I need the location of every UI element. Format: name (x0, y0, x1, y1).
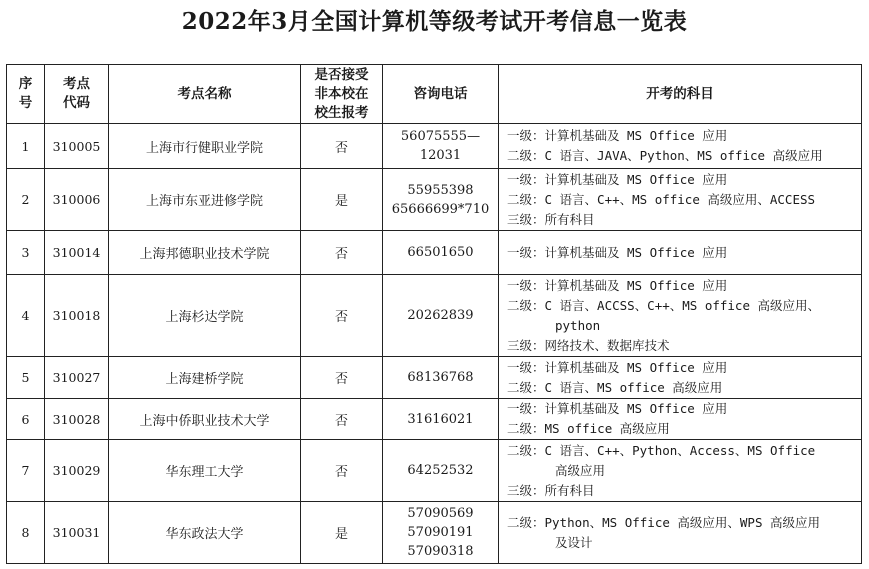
phone-number: 66501650 (407, 245, 474, 260)
table-row (7, 169, 862, 231)
row-index: 1 (7, 124, 45, 169)
row-code: 310028 (45, 399, 109, 440)
phone-number: 57090569 (407, 506, 474, 521)
row-accept: 否 (301, 399, 383, 440)
row-phone (383, 275, 499, 357)
row-index: 4 (7, 275, 45, 357)
phone-number: 57090191 (407, 525, 474, 540)
subject-line: 三级：所有科目 (507, 211, 595, 227)
row-code: 310006 (45, 169, 109, 231)
row-name: 上海建桥学院 (109, 357, 301, 399)
row-code: 310014 (45, 231, 109, 275)
row-subjects (499, 502, 862, 564)
row-phone (383, 231, 499, 275)
subject-line: 二级：C 语言、C++、Python、Access、MS Office (507, 442, 816, 458)
row-code: 310027 (45, 357, 109, 399)
header-accept-label: 是否接受非本校在校生报考 (314, 66, 369, 121)
row-subjects (499, 440, 862, 502)
row-subjects (499, 357, 862, 399)
subject-line: 一级：计算机基础及 MS Office 应用 (507, 244, 728, 260)
row-accept: 否 (301, 440, 383, 502)
row-code: 310031 (45, 502, 109, 564)
header-accept (301, 65, 383, 124)
subject-line: 二级：C 语言、JAVA、Python、MS office 高级应用 (507, 148, 823, 163)
row-phone (383, 124, 499, 169)
row-subjects (499, 124, 862, 169)
row-phone (383, 357, 499, 399)
phone-number: 31616021 (407, 411, 474, 427)
header-subjects (499, 65, 862, 124)
subject-line: 高级应用 (555, 462, 606, 478)
phone-number: 20262839 (407, 308, 474, 323)
row-accept: 否 (301, 231, 383, 275)
header-code (45, 65, 109, 124)
row-accept: 否 (301, 124, 383, 169)
subject-line: 一级：计算机基础及 MS Office 应用 (507, 401, 728, 416)
row-phone (383, 502, 499, 564)
row-name: 华东理工大学 (109, 440, 301, 502)
row-index: 3 (7, 231, 45, 275)
table-row (7, 440, 862, 502)
header-name-label: 考点名称 (177, 85, 232, 102)
subject-line: python (555, 317, 601, 333)
row-phone (383, 440, 499, 502)
subject-line: 三级：网络技术、数据库技术 (507, 337, 670, 353)
table-row (7, 399, 862, 440)
header-name (109, 65, 301, 124)
table-row (7, 124, 862, 169)
row-phone (383, 169, 499, 231)
subject-line: 一级：计算机基础及 MS Office 应用 (507, 171, 728, 187)
table-row (7, 231, 862, 275)
row-subjects (499, 399, 862, 440)
row-index: 7 (7, 440, 45, 502)
row-accept: 是 (301, 502, 383, 564)
header-index (7, 65, 45, 124)
row-index: 2 (7, 169, 45, 231)
table-row (7, 357, 862, 399)
subject-line: 二级：C 语言、ACCSS、C++、MS office 高级应用、 (507, 297, 821, 313)
header-subjects-label: 开考的科目 (646, 85, 714, 102)
phone-number: 68136768 (407, 370, 474, 385)
phone-number: 57090318 (407, 544, 474, 559)
row-code: 310005 (45, 124, 109, 169)
row-code: 310029 (45, 440, 109, 502)
exam-info-table (6, 64, 862, 564)
subject-line: 三级：所有科目 (507, 482, 595, 498)
row-name: 上海中侨职业技术大学 (109, 399, 301, 440)
header-phone (383, 65, 499, 124)
subject-line: 及设计 (555, 534, 593, 550)
phone-number: 55955398 (407, 182, 474, 198)
row-accept: 是 (301, 169, 383, 231)
row-index: 5 (7, 357, 45, 399)
row-accept: 否 (301, 357, 383, 399)
row-index: 8 (7, 502, 45, 564)
row-phone (383, 399, 499, 440)
header-index-label: 序号 (18, 76, 33, 111)
row-name: 上海市行健职业学院 (109, 124, 301, 169)
row-index: 6 (7, 399, 45, 440)
row-name: 上海邦德职业技术学院 (109, 231, 301, 275)
row-name: 华东政法大学 (109, 502, 301, 564)
phone-number: 56075555— (400, 129, 481, 144)
row-name: 上海杉达学院 (109, 275, 301, 357)
row-code: 310018 (45, 275, 109, 357)
subject-line: 二级：Python、MS Office 高级应用、WPS 高级应用 (507, 514, 821, 530)
subject-line: 一级：计算机基础及 MS Office 应用 (507, 359, 728, 375)
table-row (7, 502, 862, 564)
row-subjects (499, 169, 862, 231)
phone-number: 12031 (419, 148, 462, 163)
row-name: 上海市东亚进修学院 (109, 169, 301, 231)
subject-line: 二级：MS office 高级应用 (507, 421, 670, 436)
table-header-row (7, 65, 862, 124)
phone-number: 65666699*710 (391, 201, 490, 217)
row-subjects (499, 231, 862, 275)
subject-line: 一级：计算机基础及 MS Office 应用 (507, 277, 728, 293)
subject-line: 一级：计算机基础及 MS Office 应用 (507, 128, 728, 143)
row-subjects (499, 275, 862, 357)
row-accept: 否 (301, 275, 383, 357)
header-code-label: 考点代码 (63, 76, 90, 111)
header-phone-label: 咨询电话 (413, 85, 468, 102)
table-row (7, 275, 862, 357)
subject-line: 二级：C 语言、C++、MS office 高级应用、ACCESS (507, 191, 816, 207)
subject-line: 二级：C 语言、MS office 高级应用 (507, 379, 723, 395)
page-title: 2022年3月全国计算机等级考试开考信息一览表 (181, 8, 688, 35)
phone-number: 64252532 (407, 463, 474, 478)
